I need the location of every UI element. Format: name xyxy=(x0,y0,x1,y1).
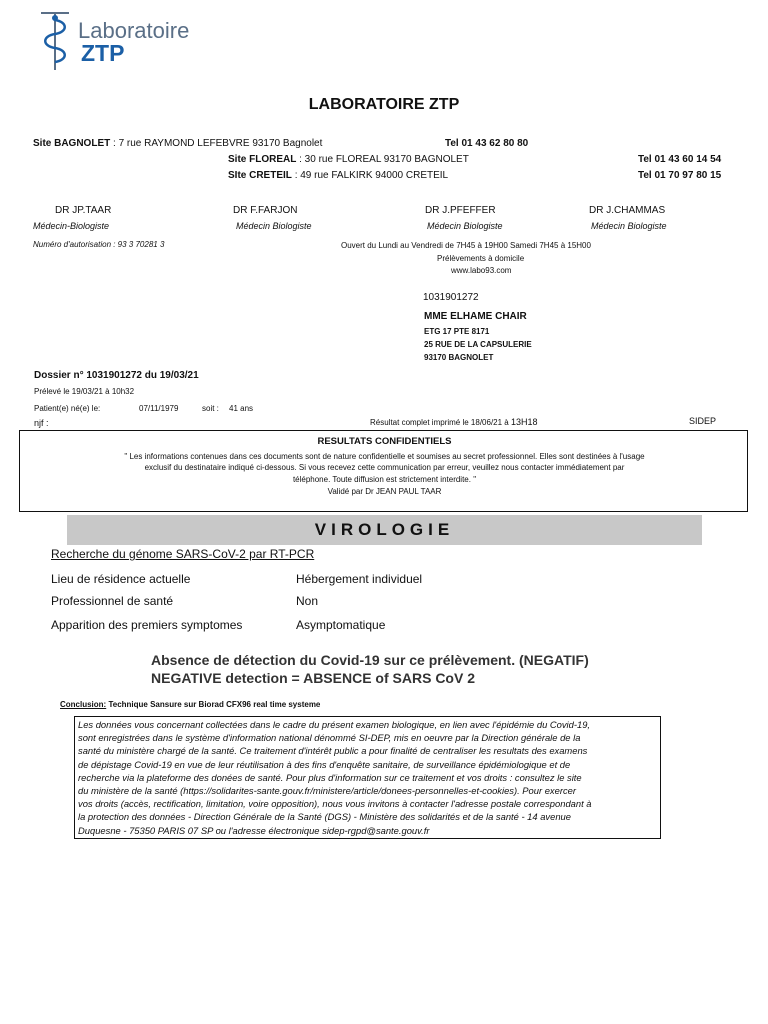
age-value: 41 ans xyxy=(229,404,254,413)
site-label: Site BAGNOLET xyxy=(33,138,111,149)
site-tel: Tel 01 43 62 80 80 xyxy=(445,138,529,149)
site-label: Site FLOREAL xyxy=(228,154,297,165)
privacy-line: Les données vous concernant collectées dans le cadre du présent examen biologique, en lien avec l'épidémie du Covid-19, xyxy=(78,719,591,730)
confidential-line: exclusif du destinataire indiqué ci-dessous. Si vous recevez cette communication par erreur, veuillez nous contacter immédiatement par xyxy=(144,463,625,472)
doctor-name: DR F.FARJON xyxy=(233,205,298,216)
logo-line2: ZTP xyxy=(81,40,125,66)
privacy-line: vos droits (accès, rectification, limitation, voire opposition), nous vous invitons à contacter l'adresse postale correspondant à xyxy=(78,798,592,810)
privacy-line: sont enregistrées dans le système d'information national dénommé SI-DEP, mis en oeuvre par la Direction générale de la xyxy=(78,732,581,744)
privacy-line: santé du ministère chargé de la santé. Ce traitement d'intérêt public a pour finalité de centraliser les resultats des examens xyxy=(78,745,588,757)
sampling-date: Prélevé le 19/03/21 à 10h32 xyxy=(34,387,135,396)
dossier-date: 19/03/21 xyxy=(159,370,199,381)
privacy-line: la protection des données - Direction Générale de la Santé (DGS) - Ministère des solidarités et de la santé - 14 avenue xyxy=(78,811,571,823)
birth-date: 07/11/1979 xyxy=(139,404,179,413)
authorization-number: Numéro d'autorisation : 93 3 70281 3 xyxy=(33,240,165,249)
site-address: : 49 rue FALKIRK 94000 CRETEIL xyxy=(294,170,449,181)
site-floreal xyxy=(228,154,469,165)
doctor-name: DR J.PFEFFER xyxy=(425,205,496,216)
site-address: : 7 rue RAYMOND LEFEBVRE 93170 Bagnolet xyxy=(113,138,323,149)
dossier-info xyxy=(34,370,199,381)
privacy-line: du ministère de la santé (https://solidarites-sante.gouv.fr/ministere/article/donees-personnelles-et-cookies). Pour exercer xyxy=(78,785,576,797)
confidential-line: téléphone. Toute diffusion est strictement interdite. " xyxy=(292,475,477,484)
field-label: Professionnel de santé xyxy=(51,594,174,608)
patient-name: MME ELHAME CHAIR xyxy=(424,311,527,322)
site-creteil xyxy=(228,170,448,181)
patient-id: 1031901272 xyxy=(423,292,479,303)
dossier-number: Dossier n° 1031901272 du xyxy=(34,370,157,381)
patient-address-line: 93170 BAGNOLET xyxy=(424,353,494,362)
doctor-role: Médecin Biologiste xyxy=(591,221,667,231)
sidep-label: SIDEP xyxy=(689,416,717,426)
site-bagnolet xyxy=(33,138,322,149)
patient-birth xyxy=(34,404,254,413)
doctor-role: Médecin Biologiste xyxy=(427,221,503,231)
section-header-virologie: VIROLOGIE xyxy=(67,515,702,545)
conclusion xyxy=(60,700,320,709)
doctor-role: Médecin Biologiste xyxy=(236,221,312,231)
field-label: Apparition des premiers symptomes xyxy=(51,618,243,632)
site-tel: Tel 01 43 60 14 54 xyxy=(638,154,722,165)
conclusion-text: Technique Sansure sur Biorad CFX96 real time systeme xyxy=(108,700,321,709)
confidential-notice xyxy=(19,430,748,512)
test-name: Recherche du génome SARS-CoV-2 par RT-PCR xyxy=(51,547,315,561)
field-value: Hébergement individuel xyxy=(296,572,423,586)
field-value: Asymptomatique xyxy=(296,618,386,632)
site-label: SIte CRETEIL xyxy=(228,170,292,181)
birth-label: Patient(e) né(e) le: xyxy=(34,404,101,413)
site-tel: Tel 01 70 97 80 15 xyxy=(638,170,722,181)
result-french: Absence de détection du Covid-19 sur ce prélèvement. (NEGATIF) xyxy=(151,652,589,668)
result-english: NEGATIVE detection = ABSENCE of SARS CoV 2 xyxy=(151,670,475,686)
validated-by: Validé par Dr JEAN PAUL TAAR xyxy=(327,487,442,496)
patient-address-line: ETG 17 PTE 8171 xyxy=(424,327,490,336)
print-time: 13H18 xyxy=(510,417,538,427)
doctor-name: DR JP.TAAR xyxy=(55,205,112,216)
confidential-title: RESULTATS CONFIDENTIELS xyxy=(317,436,452,447)
doctor-role: Médecin-Biologiste xyxy=(33,221,110,231)
confidential-line: " Les informations contenues dans ces documents sont de nature confidentielle et soumises au secret professionnel. Elles sont destinées à l'usage xyxy=(124,452,645,461)
home-samples: Prélèvements à domicile xyxy=(437,254,525,263)
njf-label: njf : xyxy=(34,418,49,428)
caduceus-icon xyxy=(38,10,72,72)
patient-address-line: 25 RUE DE LA CAPSULERIE xyxy=(424,340,532,349)
privacy-line: recherche via la plateforme des donées de santé. Pour plus d'information sur ce traitement et vos droits : consultez le site xyxy=(78,771,582,783)
field-value: Non xyxy=(296,594,319,608)
print-date-label: Résultat complet imprimé le 18/06/21 à xyxy=(370,418,509,427)
sidep-privacy-notice xyxy=(74,716,661,839)
privacy-line: de dépistage Covid-19 en vue de leur réutilisation à des fins d'enquête sanitaire, de surveillance épidémiologique et de xyxy=(78,758,571,770)
doctor-name: DR J.CHAMMAS xyxy=(589,205,666,216)
conclusion-label: Conclusion: xyxy=(60,700,107,709)
opening-hours: Ouvert du Lundi au Vendredi de 7H45 à 19H00 Samedi 7H45 à 15H00 xyxy=(341,241,591,250)
page-title: LABORATOIRE ZTP xyxy=(308,96,460,113)
privacy-line: Duquesne - 75350 PARIS 07 SP ou l'adresse électronique sidep-rgpd@sante.gouv.fr xyxy=(78,824,430,836)
logo-line1: Laboratoire xyxy=(78,18,190,43)
site-address: : 30 rue FLOREAL 93170 BAGNOLET xyxy=(299,154,469,165)
age-label: soit : xyxy=(202,404,219,413)
website-link[interactable]: www.labo93.com xyxy=(451,266,512,275)
logo xyxy=(38,10,188,72)
print-date xyxy=(370,417,538,427)
field-label: Lieu de résidence actuelle xyxy=(51,572,191,586)
